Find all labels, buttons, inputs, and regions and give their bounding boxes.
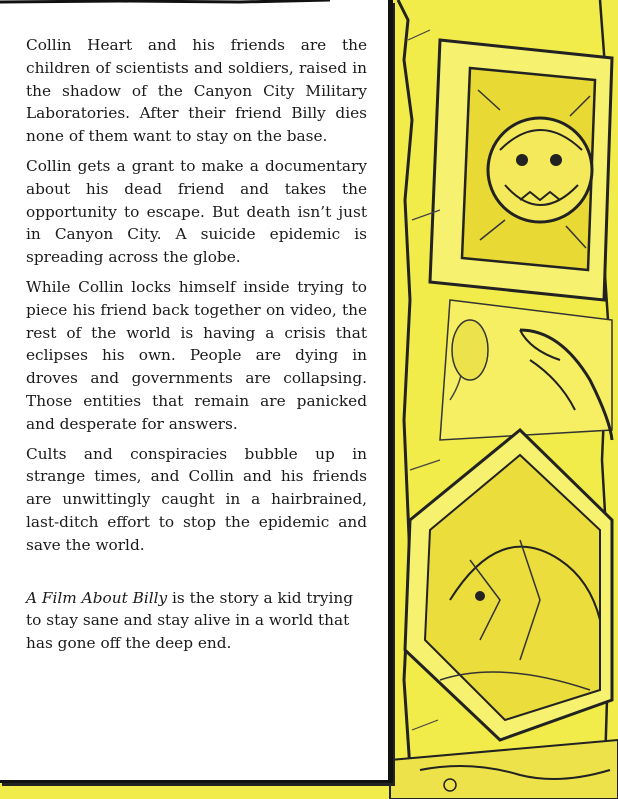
paragraph-4: Cults and conspiracies bubble up in strange times, and Collin and his friends are unwittingly caught in a hairbrained, last-ditch effort to stop the epidemic and save the world.: [26, 444, 367, 554]
top-brush-stroke: [0, 0, 340, 14]
paragraph-2: Collin gets a grant to make a documentary about his dead friend and takes the opportunity to escape. But death isn’t just in Canyon City. A suicide epidemic is spreading across the globe.: [26, 156, 367, 267]
closing-text: is the story a kid trying to stay sane and stay alive in a world that has gone off the deep end.: [26, 588, 353, 653]
closing-paragraph: [26, 587, 367, 655]
paragraph-3: While Collin locks himself inside trying to piece his friend back together on video, the rest of the world is having a crisis that eclipses his own. People are dying in droves and governments are collapsing. Those entities that remain are panicked and desperate for answers.: [26, 277, 367, 433]
paragraph-1: Collin Heart and his friends are the children of scientists and soldiers, raised in the shadow of the Canyon City Military Laboratories. After their friend Billy dies none of them want to stay on the base.: [26, 36, 367, 146]
synopsis-text: [26, 34, 367, 662]
photo-top: [430, 40, 612, 300]
hand-drawing: [440, 300, 612, 440]
book-title: A Film About Billy: [26, 588, 168, 607]
